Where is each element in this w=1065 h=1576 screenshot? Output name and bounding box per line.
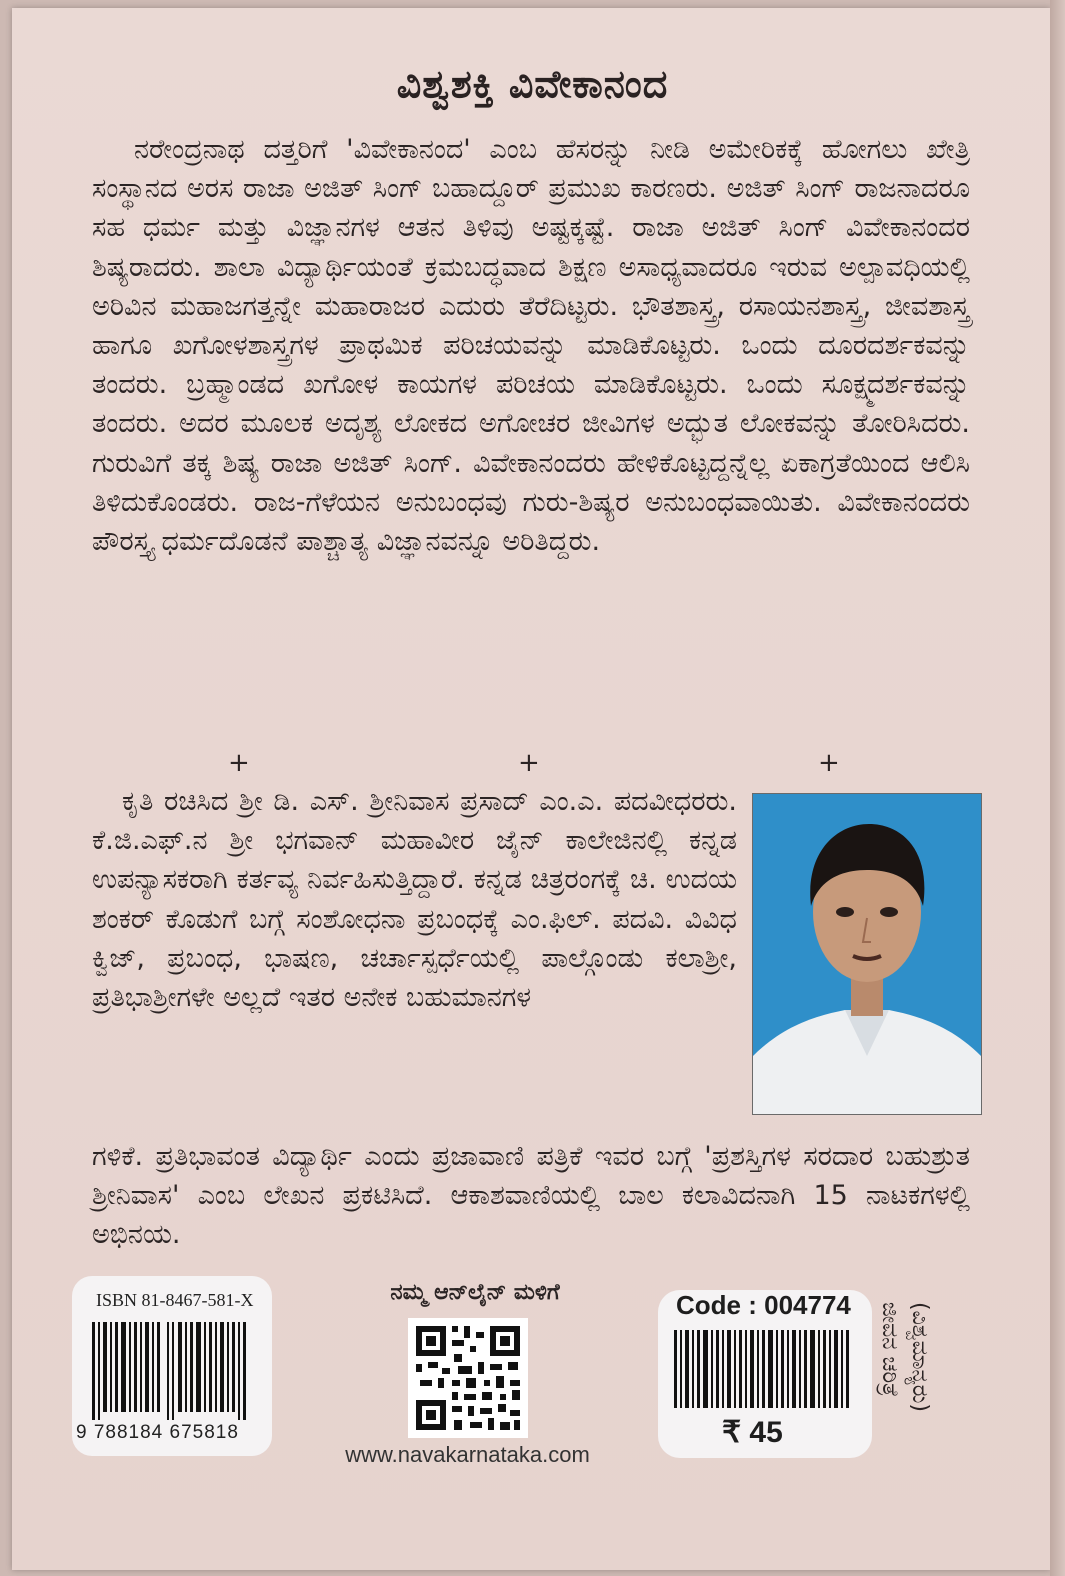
series-subtitle: (ವಿಶ್ವಮಾನ್ಯರು) (907, 1302, 932, 1412)
qr-code (408, 1318, 528, 1438)
publisher-website[interactable]: www.navakarnataka.com (345, 1442, 590, 1467)
isbn-barcode-digits: 9 788184 675818 (76, 1422, 239, 1443)
series-name: ಜೀವನ ಚರಿತ್ರೆ (877, 1302, 902, 1397)
synopsis-paragraph: ನರೇಂದ್ರನಾಥ ದತ್ತರಿಗೆ 'ವಿವೇಕಾನಂದ' ಎಂಬ ಹೆಸರನ್ನು ನೀಡಿ ಅಮೇರಿಕಕ್ಕೆ ಹೋಗಲು ಖೇತ್ರಿ ಸಂಸ್ಥಾನದ ಅರಸ ರಾಜಾ ಅಜಿತ್ ಸಿಂಗ್ ಬಹಾದ್ದೂರ್ ಪ್ರಮುಖ ಕಾರಣರು. ಅಜಿತ್ ಸಿಂಗ್ ರಾಜನಾದರೂ ಸಹ ಧರ್ಮ ಮತ್ತು ವಿಜ್ಞಾನಗಳ ಆತನ ತಿಳಿವು ಅಷ್ಟಕ್ಕಷ್ಟೆ. ರಾಜಾ ಅಜಿತ್ ಸಿಂಗ್ ವಿವೇಕಾನಂದರ ಶಿಷ್ಯರಾದರು. ಶಾಲಾ ವಿದ್ಯಾರ್ಥಿಯಂತೆ ಕ್ರಮಬದ್ಧವಾದ ಶಿಕ್ಷಣ ಅಸಾಧ್ಯವಾದರೂ ಇರುವ ಅಲ್ಪಾವಧಿಯಲ್ಲಿ ಅರಿವಿನ ಮಹಾಜಗತ್ತನ್ನೇ ಮಹಾರಾಜರ ಎದುರು ತೆರೆದಿಟ್ಟರು. ಭೌತಶಾಸ್ತ್ರ, ರಸಾಯನಶಾಸ್ತ್ರ, ಜೀವಶಾಸ್ತ್ರ ಹಾಗೂ ಖಗೋಳಶಾಸ್ತ್ರಗಳ ಪ್ರಾಥಮಿಕ ಪರಿಚಯವನ್ನು ಮಾಡಿಕೊಟ್ಟರು. ಒಂದು ದೂರದರ್ಶಕವನ್ನು ತಂದರು. ಬ್ರಹ್ಮಾಂಡದ ಖಗೋಳ ಕಾಯಗಳ ಪರಿಚಯ ಮಾಡಿಕೊಟ್ಟರು. ಒಂದು ಸೂಕ್ಷ್ಮದರ್ಶಕವನ್ನು ತಂದರು. ಅದರ ಮೂಲಕ ಅದೃಶ್ಯ ಲೋಕದ ಅಗೋಚರ ಜೀವಿಗಳ ಅದ್ಭುತ ಲೋಕವನ್ನು ತೋರಿಸಿದರು. ಗುರುವಿಗೆ ತಕ್ಕ ಶಿಷ್ಯ ರಾಜಾ ಅಜಿತ್ ಸಿಂಗ್. ವಿವೇಕಾನಂದರು ಹೇಳಿಕೊಟ್ಟದ್ದನ್ನೆಲ್ಲ ಏಕಾಗ್ರತೆಯಿಂದ ಆಲಿಸಿ ತಿಳಿದುಕೊಂಡರು. ರಾಜ-ಗೆಳೆಯನ ಅನುಬಂಧವು ಗುರು-ಶಿಷ್ಯರ ಅನುಬಂಧವಾಯಿತು. ವಿವೇಕಾನಂದರು ಪೌರಸ್ತ್ಯ ಧರ್ಮದೊಡನೆ ಪಾಶ್ಚಾತ್ಯ ವಿಜ್ಞಾನವನ್ನೂ ಅರಿತಿದ್ದರು. (92, 134, 970, 558)
series-label (870, 1300, 960, 1460)
online-store-label: ನಮ್ಮ ಆನ್‌ಲೈನ್ ಮಳಿಗೆ (390, 1280, 560, 1305)
book-spine-edge (1050, 0, 1065, 1576)
back-cover-title: ವಿಶ್ವಶಕ್ತಿ ವಿವೇಕಾನಂದ (396, 62, 669, 106)
author-photo (752, 793, 982, 1115)
separator-mark: + (518, 748, 540, 778)
author-bio-paragraph-continued: ಗಳಿಕೆ. ಪ್ರತಿಭಾವಂತ ವಿದ್ಯಾರ್ಥಿ ಎಂದು ಪ್ರಜಾವಾಣಿ ಪತ್ರಿಕೆ ಇವರ ಬಗ್ಗೆ 'ಪ್ರಶಸ್ತಿಗಳ ಸರದಾರ ಬಹುಶ್ರುತ ಶ್ರೀನಿವಾಸ' ಎಂಬ ಲೇಖನ ಪ್ರಕಟಿಸಿದೆ. ಆಕಾಶವಾಣಿಯಲ್ಲಿ ಬಾಲ ಕಲಾವಿದನಾಗಿ 15 ನಾಟಕಗಳಲ್ಲಿ ಅಭಿನಯ. (92, 1141, 970, 1251)
product-code: Code : 004774 (676, 1290, 851, 1320)
author-bio-paragraph: ಕೃತಿ ರಚಿಸಿದ ಶ್ರೀ ಡಿ. ಎಸ್. ಶ್ರೀನಿವಾಸ ಪ್ರಸಾದ್ ಎಂ.ಎ. ಪದವೀಧರರು. ಕೆ.ಜಿ.ಎಫ್.ನ ಶ್ರೀ ಭಗವಾನ್ ಮಹಾವೀರ ಜೈನ್ ಕಾಲೇಜಿನಲ್ಲಿ ಕನ್ನಡ ಉಪನ್ಯಾಸಕರಾಗಿ ಕರ್ತವ್ಯ ನಿರ್ವಹಿಸುತ್ತಿದ್ದಾರೆ. ಕನ್ನಡ ಚಿತ್ರರಂಗಕ್ಕೆ ಚಿ. ಉದಯ ಶಂಕರ್ ಕೊಡುಗೆ ಬಗ್ಗೆ ಸಂಶೋಧನಾ ಪ್ರಬಂಧಕ್ಕೆ ಎಂ.ಫಿಲ್. ಪದವಿ. ವಿವಿಧ ಕ್ವಿಜ್, ಪ್ರಬಂಧ, ಭಾಷಣ, ಚರ್ಚಾಸ್ಪರ್ಧೆಯಲ್ಲಿ ಪಾಲ್ಗೊಂಡು ಕಲಾಶ್ರೀ, ಪ್ರತಿಭಾಶ್ರೀಗಳೇ ಅಲ್ಲದೆ ಇತರ ಅನೇಕ ಬಹುಮಾನಗಳ (92, 786, 737, 1014)
separator-mark: + (228, 748, 250, 778)
separator-mark: + (818, 748, 840, 778)
price-value: ₹ 45 (722, 1416, 783, 1449)
isbn-number: ISBN 81-8467-581-X (96, 1290, 254, 1310)
